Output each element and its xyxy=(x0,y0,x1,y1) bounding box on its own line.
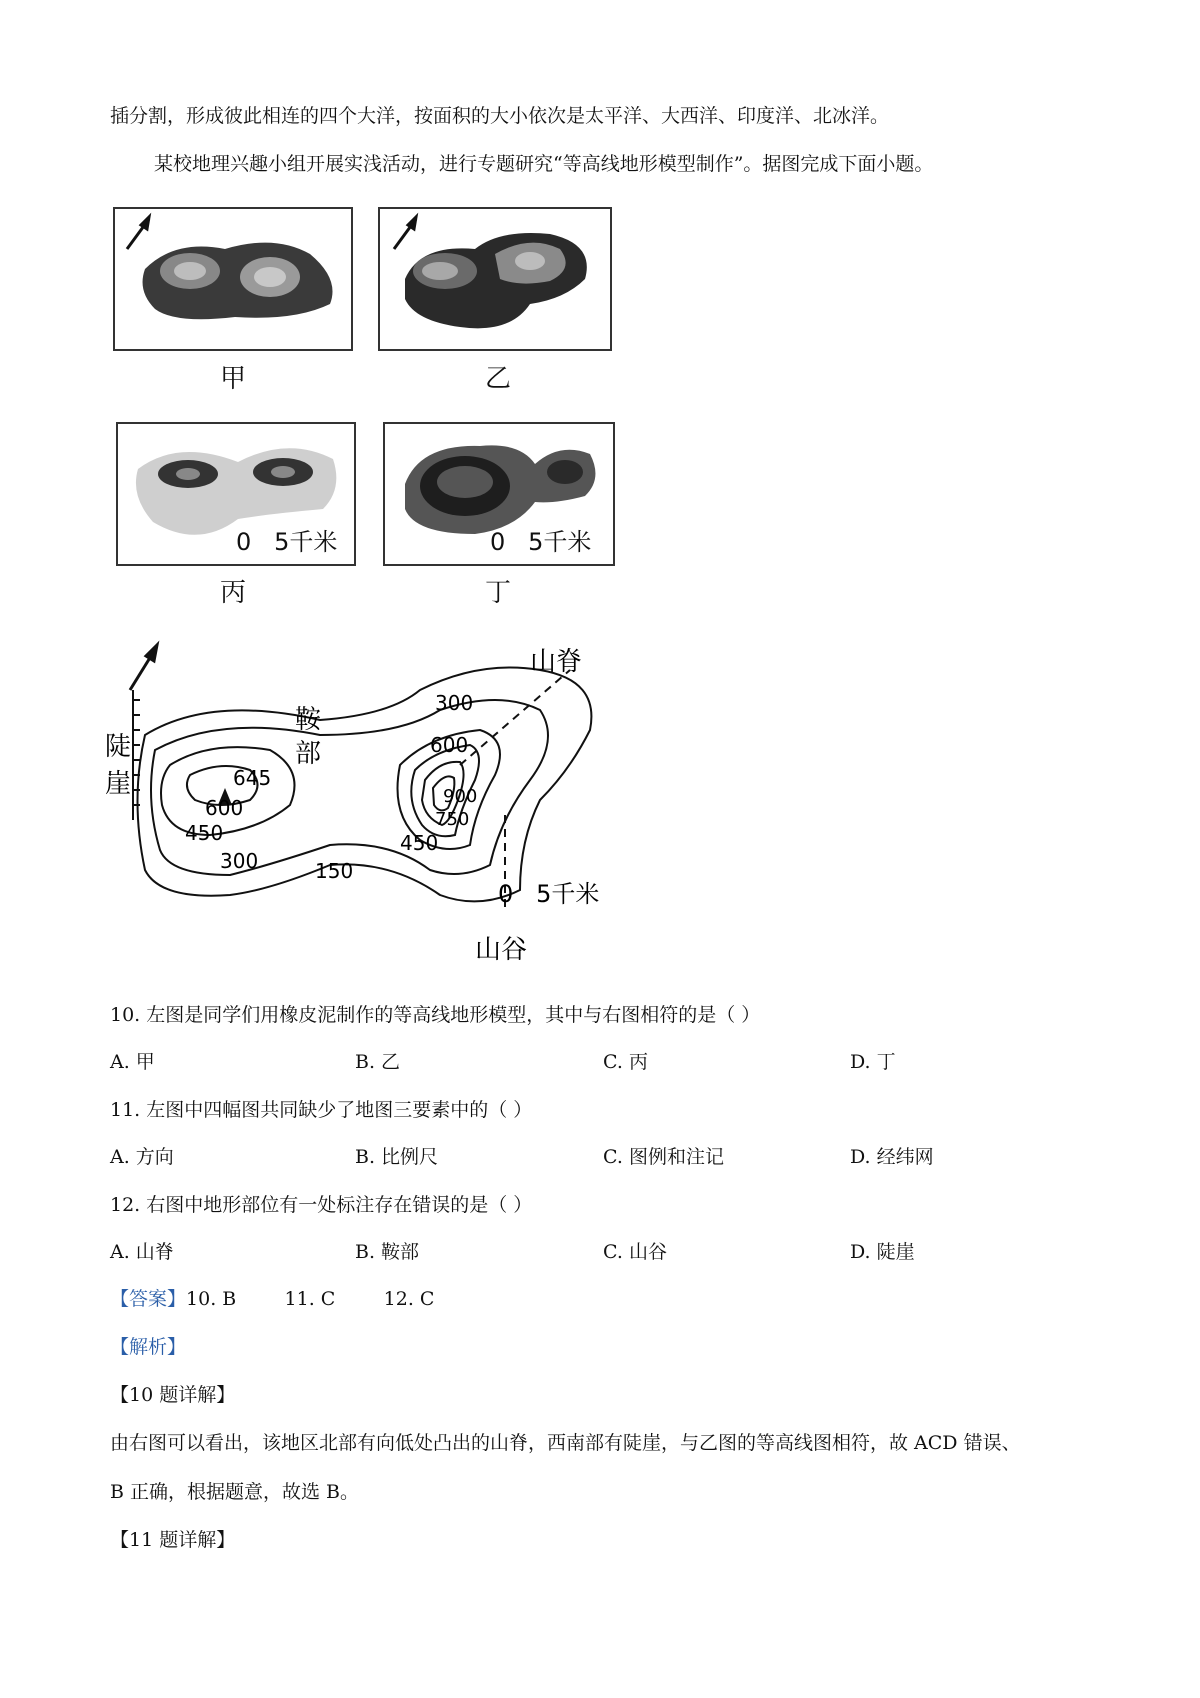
peak-elevation: 645 xyxy=(233,766,272,790)
contour-label: 300 xyxy=(435,691,474,715)
intro-line-2: 某校地理兴趣小组开展实浅活动，进行专题研究“等高线地形模型制作”。据图完成下面小题。 xyxy=(154,153,934,175)
question-10-stem: 10. 左图是同学们用橡皮泥制作的等高线地形模型，其中与右图相符的是（ ） xyxy=(110,1004,761,1026)
contour-150 xyxy=(138,668,592,902)
intro-line-1: 插分割，形成彼此相连的四个大洋，按面积的大小依次是太平洋、大西洋、印度洋、北冰洋。 xyxy=(110,105,890,127)
model-panel-bing xyxy=(116,422,356,566)
contour-label: 900 xyxy=(443,786,478,807)
model-panel-jia xyxy=(113,207,353,351)
scale-bar: 0 5千米 xyxy=(498,880,600,908)
label-cliff-1: 陡 xyxy=(105,732,132,762)
question-11-option-c[interactable]: C. 图例和注记 xyxy=(603,1146,724,1168)
question-10-option-c[interactable]: C. 丙 xyxy=(603,1051,648,1073)
caption-yi: 乙 xyxy=(485,364,512,394)
question-12-option-b[interactable]: B. 鞍部 xyxy=(355,1241,420,1263)
question-11-option-a[interactable]: A. 方向 xyxy=(110,1146,174,1168)
question-12-option-c[interactable]: C. 山谷 xyxy=(603,1241,667,1263)
contour-label: 300 xyxy=(220,849,259,873)
label-saddle-2: 部 xyxy=(295,739,322,769)
north-arrow-icon xyxy=(394,217,416,249)
contour-label: 450 xyxy=(400,831,439,855)
contour-map xyxy=(100,640,660,970)
label-saddle-1: 鞍 xyxy=(295,705,322,735)
label-ridge: 山脊 xyxy=(530,647,583,677)
contour-label: 450 xyxy=(185,821,224,845)
question-11-option-b[interactable]: B. 比例尺 xyxy=(355,1146,439,1168)
contour-450 xyxy=(161,747,295,835)
north-arrow-icon xyxy=(127,217,149,249)
model-jia-image xyxy=(115,209,351,349)
model-panel-ding xyxy=(383,422,615,566)
ridge-line xyxy=(460,670,570,765)
north-arrow-icon xyxy=(130,645,157,690)
analysis-tag: 【解析】 xyxy=(110,1336,187,1358)
contour-label: 750 xyxy=(435,809,470,830)
model-panel-yi xyxy=(378,207,612,351)
label-valley: 山谷 xyxy=(475,935,528,965)
question-11-stem: 11. 左图中四幅图共同缺少了地图三要素中的（ ） xyxy=(110,1099,533,1121)
caption-bing: 丙 xyxy=(220,578,247,608)
q10-analysis-line-2: B 正确，根据题意，故选 B。 xyxy=(110,1481,360,1503)
answer-tag: 【答案】 xyxy=(110,1288,187,1310)
scale-bar: 0 5千米 xyxy=(236,528,338,556)
question-12-option-a[interactable]: A. 山脊 xyxy=(110,1241,174,1263)
contour-label: 150 xyxy=(315,859,354,883)
question-12-stem: 12. 右图中地形部位有一处标注存在错误的是（ ） xyxy=(110,1194,533,1216)
answer-line xyxy=(110,1287,434,1311)
answer-values: 10. B 11. C 12. C xyxy=(186,1288,435,1310)
label-cliff-2: 崖 xyxy=(105,769,132,799)
q10-heading: 【10 题详解】 xyxy=(110,1384,236,1406)
q10-analysis-line-1: 由右图可以看出，该地区北部有向低处凸出的山脊，西南部有陡崖，与乙图的等高线图相符，故 ACD 错误、 xyxy=(110,1432,1021,1454)
model-yi-image xyxy=(380,209,610,349)
question-10-option-b[interactable]: B. 乙 xyxy=(355,1051,401,1073)
caption-ding: 丁 xyxy=(485,578,512,608)
question-11-option-d[interactable]: D. 经纬网 xyxy=(850,1146,934,1168)
scale-bar: 0 5千米 xyxy=(490,528,592,556)
q11-heading: 【11 题详解】 xyxy=(110,1529,236,1551)
question-12-option-d[interactable]: D. 陡崖 xyxy=(850,1241,915,1263)
question-10-option-a[interactable]: A. 甲 xyxy=(110,1051,155,1073)
caption-jia: 甲 xyxy=(220,364,247,394)
contour-label: 600 xyxy=(205,796,244,820)
question-10-option-d[interactable]: D. 丁 xyxy=(850,1051,896,1073)
cliff-symbol xyxy=(133,690,140,820)
contour-label: 600 xyxy=(430,733,469,757)
